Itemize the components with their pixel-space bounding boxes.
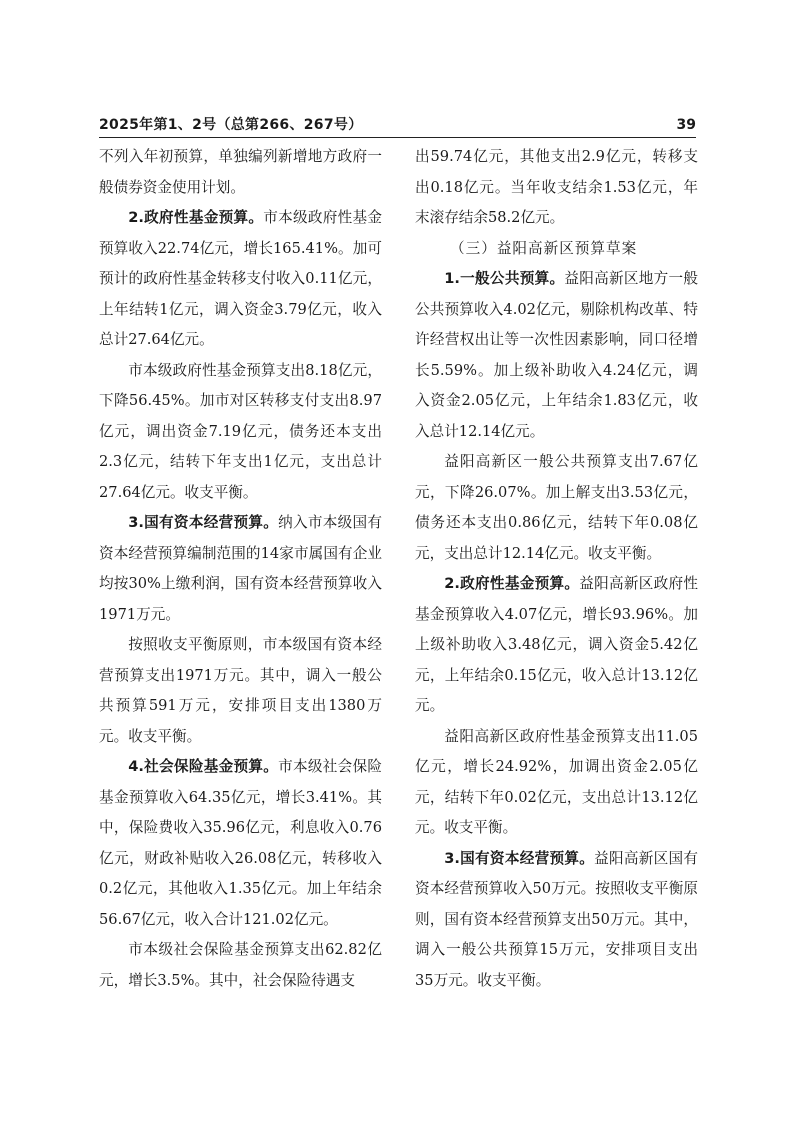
paragraph: 益阳高新区一般公共预算支出7.67亿元，下降26.07%。加上解支出3.53亿元，债务还本支出0.86亿元，结转下年0.08亿元，支出总计12.14亿元。收支平衡。 — [415, 453, 698, 562]
paragraph — [415, 569, 698, 722]
paragraph — [415, 264, 698, 447]
paragraph — [99, 203, 382, 356]
issue-label: 2025年第1、2号（总第266、267号） — [99, 117, 363, 133]
section-heading: 1.一般公共预算。 — [444, 270, 565, 287]
paragraph — [99, 508, 382, 630]
left-column — [99, 142, 382, 996]
paragraph: 市本级政府性基金预算支出8.18亿元，下降56.45%。加市对区转移支付支出8.97亿元，调出资金7.19亿元，债务还本支出2.3亿元，结转下年支出1亿元，支出总计27.64亿元。收支平衡。 — [99, 361, 382, 501]
section-heading: 2.政府性基金预算。 — [444, 575, 580, 592]
paragraph-text: 益阳高新区国有资本经营预算收入50万元。按照收支平衡原则，国有资本经营预算支出50万元。其中，调入一般公共预算15万元，安排项目支出35万元。收支平衡。 — [415, 849, 698, 989]
paragraph: 出59.74亿元，其他支出2.9亿元，转移支出0.18亿元。当年收支结余1.53亿元，年末滚存结余58.2亿元。 — [415, 148, 698, 226]
right-column — [415, 142, 698, 996]
paragraph-text: 益阳高新区政府性基金预算收入4.07亿元，增长93.96%。加上级补助收入3.48亿元，调入资金5.42亿元，上年结余0.15亿元，收入总计13.12亿元。 — [415, 575, 698, 714]
paragraph: 市本级社会保险基金预算支出62.82亿元，增长3.5%。其中，社会保险待遇支 — [99, 941, 382, 989]
paragraph: 按照收支平衡原则，市本级国有资本经营预算支出1971万元。其中，调入一般公共预算591万元，安排项目支出1380万元。收支平衡。 — [99, 636, 382, 745]
section-heading: 3.国有资本经营预算。 — [444, 849, 595, 867]
paragraph-text: 市本级社会保险基金预算收入64.35亿元，增长3.41%。其中，保险费收入35.96亿元，利息收入0.76亿元，财政补贴收入26.08亿元，转移收入0.2亿元，其他收入1.35亿元。加上年结余56.67亿元，收入合计121.02亿元。 — [99, 758, 382, 928]
paragraph-text: 纳入市本级国有资本经营预算编制范围的14家市属国有企业均按30%上缴利润，国有资本经营预算收入1971万元。 — [99, 514, 382, 623]
section-heading: 2.政府性基金预算。 — [128, 209, 264, 226]
subsection-title: （三）益阳高新区预算草案 — [450, 239, 638, 257]
paragraph — [415, 844, 698, 997]
section-heading: 4.社会保险基金预算。 — [128, 758, 279, 775]
paragraph-text: 益阳高新区地方一般公共预算收入4.02亿元，剔除机构改革、特许经营权出让等一次性因素影响，同口径增长5.59%。加上级补助收入4.24亿元，调入资金2.05亿元，上年结余1.83亿元，收入总计12.14亿元。 — [415, 270, 698, 440]
paragraph: 益阳高新区政府性基金预算支出11.05亿元，增长24.92%，加调出资金2.05亿元，结转下年0.02亿元，支出总计13.12亿元。收支平衡。 — [415, 727, 698, 836]
paragraph-text: 市本级政府性基金预算收入22.74亿元，增长165.41%。加可预计的政府性基金转移支付收入0.11亿元，上年结转1亿元，调入资金3.79亿元，收入总计27.64亿元。 — [99, 209, 382, 348]
paragraph — [99, 752, 382, 935]
page-number: 39 — [676, 117, 696, 133]
section-heading: 3.国有资本经营预算。 — [128, 514, 279, 531]
running-header — [99, 116, 696, 138]
paragraph: 不列入年初预算，单独编列新增地方政府一般债券资金使用计划。 — [99, 148, 382, 196]
